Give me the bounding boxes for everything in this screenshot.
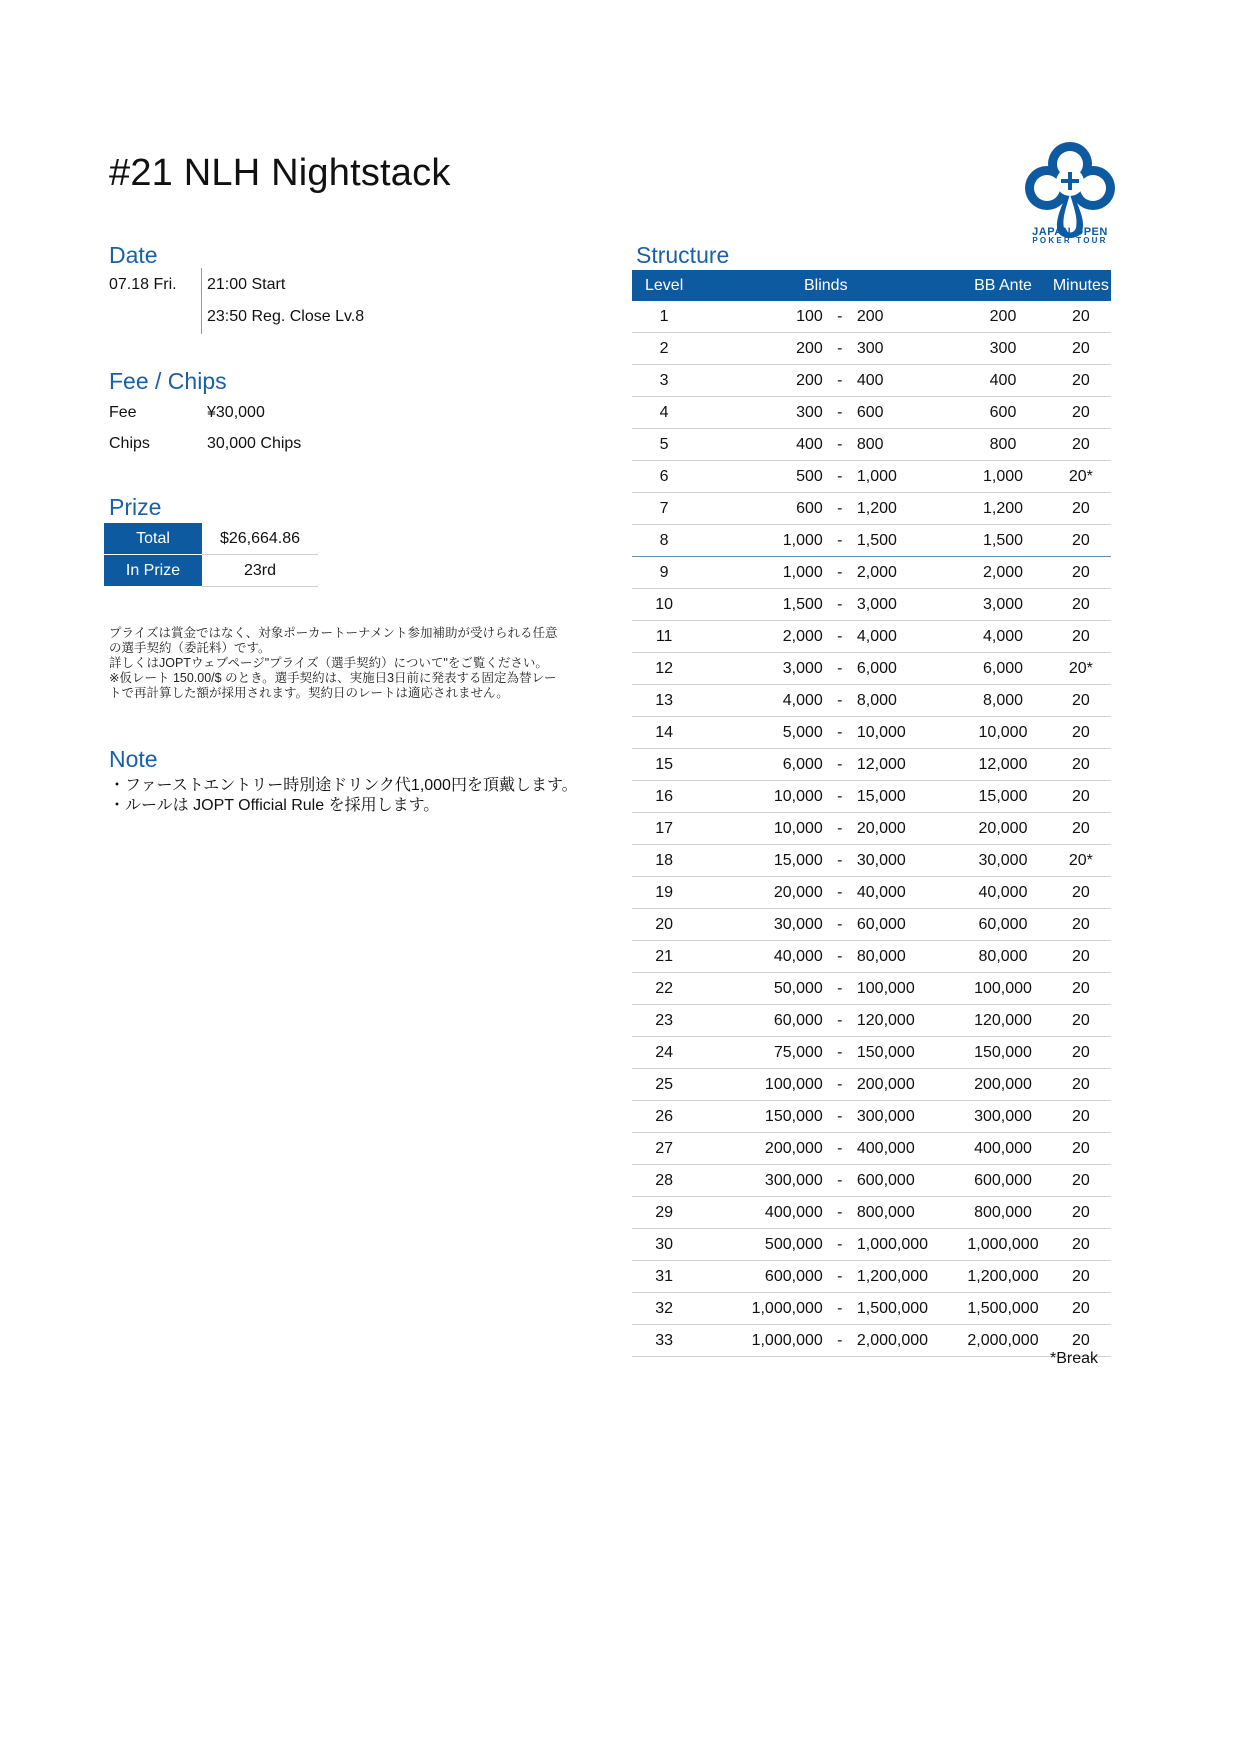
big-blind-cell: 12,000	[855, 749, 955, 781]
prize-note-line: ※仮レート 150.00/$ のとき。選手契約は、実施日3日前に発表する固定為替レー	[109, 671, 557, 685]
big-blind-cell: 600	[855, 397, 955, 429]
big-blind-cell: 80,000	[855, 941, 955, 973]
inprize-value: 23rd	[202, 555, 318, 587]
small-blind-cell: 1,500	[696, 589, 825, 621]
big-blind-cell: 6,000	[855, 653, 955, 685]
structure-row	[632, 941, 1111, 973]
small-blind-cell: 600,000	[696, 1261, 825, 1293]
small-blind-cell: 5,000	[696, 717, 825, 749]
logo-text-line2: POKER TOUR	[1032, 236, 1108, 245]
minutes-cell: 20	[1051, 813, 1111, 845]
note-list	[109, 776, 578, 816]
minutes-cell: 20	[1051, 1197, 1111, 1229]
structure-row	[632, 909, 1111, 941]
small-blind-cell: 75,000	[696, 1037, 825, 1069]
prize-heading: Prize	[109, 494, 162, 520]
small-blind-cell: 1,000	[696, 525, 825, 557]
small-blind-cell: 60,000	[696, 1005, 825, 1037]
level-cell: 30	[632, 1229, 696, 1261]
minutes-cell: 20	[1051, 941, 1111, 973]
level-cell: 21	[632, 941, 696, 973]
structure-row	[632, 589, 1111, 621]
blind-separator: -	[825, 941, 855, 973]
small-blind-cell: 1,000	[696, 557, 825, 589]
structure-row	[632, 429, 1111, 461]
bb-ante-cell: 2,000	[955, 557, 1050, 589]
minutes-cell: 20	[1051, 589, 1111, 621]
structure-row	[632, 1261, 1111, 1293]
structure-header-row	[632, 270, 1111, 301]
big-blind-cell: 1,200,000	[855, 1261, 955, 1293]
bb-ante-cell: 600	[955, 397, 1050, 429]
reg-close-time: 23:50 Reg. Close Lv.8	[207, 308, 365, 325]
structure-row	[632, 557, 1111, 589]
bb-ante-cell: 12,000	[955, 749, 1050, 781]
big-blind-cell: 4,000	[855, 621, 955, 653]
minutes-cell: 20	[1051, 1325, 1111, 1357]
level-cell: 3	[632, 365, 696, 397]
small-blind-cell: 6,000	[696, 749, 825, 781]
structure-row	[632, 1293, 1111, 1325]
bb-ante-cell: 300,000	[955, 1101, 1050, 1133]
level-cell: 17	[632, 813, 696, 845]
big-blind-cell: 200,000	[855, 1069, 955, 1101]
structure-row	[632, 1197, 1111, 1229]
big-blind-cell: 40,000	[855, 877, 955, 909]
prize-note-line: の選手契約（委託料）です。	[109, 641, 271, 655]
blind-separator: -	[825, 1293, 855, 1325]
minutes-cell: 20	[1051, 973, 1111, 1005]
bb-ante-cell: 2,000,000	[955, 1325, 1050, 1357]
structure-row	[632, 813, 1111, 845]
blind-separator: -	[825, 1037, 855, 1069]
small-blind-cell: 400,000	[696, 1197, 825, 1229]
big-blind-cell: 800,000	[855, 1197, 955, 1229]
blind-separator: -	[825, 493, 855, 525]
big-blind-cell: 2,000,000	[855, 1325, 955, 1357]
big-blind-cell: 300	[855, 333, 955, 365]
structure-row	[632, 1229, 1111, 1261]
blind-separator: -	[825, 621, 855, 653]
level-cell: 8	[632, 525, 696, 557]
blind-separator: -	[825, 1261, 855, 1293]
level-cell: 4	[632, 397, 696, 429]
structure-row	[632, 621, 1111, 653]
start-time: 21:00 Start	[207, 276, 286, 293]
structure-row	[632, 973, 1111, 1005]
blind-separator: -	[825, 845, 855, 877]
blind-separator: -	[825, 301, 855, 333]
minutes-cell: 20	[1051, 301, 1111, 333]
structure-row	[632, 1037, 1111, 1069]
level-cell: 18	[632, 845, 696, 877]
level-cell: 12	[632, 653, 696, 685]
blind-separator: -	[825, 365, 855, 397]
prize-note-line: プライズは賞金ではなく、対象ポーカートーナメント参加補助が受けられる任意	[109, 626, 558, 640]
small-blind-cell: 3,000	[696, 653, 825, 685]
minutes-cell: 20	[1051, 1133, 1111, 1165]
minutes-cell: 20	[1051, 557, 1111, 589]
structure-row	[632, 397, 1111, 429]
big-blind-cell: 1,500	[855, 525, 955, 557]
structure-row	[632, 1325, 1111, 1357]
blind-separator: -	[825, 813, 855, 845]
blind-separator: -	[825, 685, 855, 717]
minutes-cell: 20*	[1051, 845, 1111, 877]
blind-separator: -	[825, 557, 855, 589]
structure-row	[632, 1101, 1111, 1133]
minutes-cell: 20	[1051, 365, 1111, 397]
minutes-cell: 20	[1051, 749, 1111, 781]
date-day: 07.18 Fri.	[109, 276, 177, 293]
structure-row	[632, 333, 1111, 365]
big-blind-cell: 1,500,000	[855, 1293, 955, 1325]
level-cell: 9	[632, 557, 696, 589]
note-heading: Note	[109, 746, 158, 772]
prize-table	[104, 523, 318, 587]
minutes-cell: 20	[1051, 621, 1111, 653]
minutes-cell: 20	[1051, 1069, 1111, 1101]
small-blind-cell: 100	[696, 301, 825, 333]
small-blind-cell: 15,000	[696, 845, 825, 877]
blind-separator: -	[825, 461, 855, 493]
structure-row	[632, 717, 1111, 749]
big-blind-cell: 15,000	[855, 781, 955, 813]
structure-row	[632, 493, 1111, 525]
minutes-cell: 20	[1051, 1165, 1111, 1197]
level-cell: 1	[632, 301, 696, 333]
structure-row	[632, 301, 1111, 333]
inprize-label: In Prize	[104, 555, 202, 587]
bb-ante-cell: 6,000	[955, 653, 1050, 685]
minutes-cell: 20	[1051, 877, 1111, 909]
level-cell: 14	[632, 717, 696, 749]
structure-row	[632, 1165, 1111, 1197]
blinds-header: Blinds	[696, 270, 955, 301]
level-cell: 26	[632, 1101, 696, 1133]
bb-ante-cell: 3,000	[955, 589, 1050, 621]
level-cell: 13	[632, 685, 696, 717]
level-cell: 32	[632, 1293, 696, 1325]
bb-ante-cell: 1,500	[955, 525, 1050, 557]
date-divider	[201, 268, 202, 334]
small-blind-cell: 10,000	[696, 813, 825, 845]
level-cell: 11	[632, 621, 696, 653]
minutes-cell: 20	[1051, 493, 1111, 525]
blind-separator: -	[825, 333, 855, 365]
bb-ante-cell: 400	[955, 365, 1050, 397]
blind-separator: -	[825, 1325, 855, 1357]
structure-row	[632, 781, 1111, 813]
note-line: ・ファーストエントリー時別途ドリンク代1,000円を頂戴します。	[109, 777, 578, 794]
prize-note-line: 詳しくはJOPTウェブページ"プライズ（選手契約）について"をご覧ください。	[109, 656, 548, 670]
big-blind-cell: 400,000	[855, 1133, 955, 1165]
minutes-cell: 20	[1051, 781, 1111, 813]
minutes-cell: 20*	[1051, 461, 1111, 493]
small-blind-cell: 100,000	[696, 1069, 825, 1101]
blind-separator: -	[825, 1069, 855, 1101]
small-blind-cell: 600	[696, 493, 825, 525]
structure-row	[632, 877, 1111, 909]
blind-separator: -	[825, 1197, 855, 1229]
big-blind-cell: 60,000	[855, 909, 955, 941]
minutes-cell: 20	[1051, 1293, 1111, 1325]
big-blind-cell: 20,000	[855, 813, 955, 845]
level-cell: 6	[632, 461, 696, 493]
small-blind-cell: 150,000	[696, 1101, 825, 1133]
structure-row	[632, 653, 1111, 685]
structure-row	[632, 461, 1111, 493]
prize-note	[109, 626, 579, 701]
level-cell: 23	[632, 1005, 696, 1037]
small-blind-cell: 1,000,000	[696, 1293, 825, 1325]
big-blind-cell: 400	[855, 365, 955, 397]
bb-ante-cell: 200,000	[955, 1069, 1050, 1101]
minutes-cell: 20	[1051, 685, 1111, 717]
blind-separator: -	[825, 717, 855, 749]
level-cell: 29	[632, 1197, 696, 1229]
big-blind-cell: 30,000	[855, 845, 955, 877]
prize-total-row	[104, 523, 318, 555]
level-header: Level	[632, 270, 696, 301]
level-cell: 27	[632, 1133, 696, 1165]
small-blind-cell: 400	[696, 429, 825, 461]
minutes-cell: 20	[1051, 1101, 1111, 1133]
level-cell: 10	[632, 589, 696, 621]
chips-label: Chips	[109, 435, 150, 452]
prize-note-line: トで再計算した額が採用されます。契約日のレートは適応されません。	[109, 686, 509, 700]
big-blind-cell: 300,000	[855, 1101, 955, 1133]
total-value: $26,664.86	[202, 523, 318, 555]
level-cell: 5	[632, 429, 696, 461]
small-blind-cell: 20,000	[696, 877, 825, 909]
minutes-header: Minutes	[1051, 270, 1111, 301]
bb-ante-cell: 800	[955, 429, 1050, 461]
small-blind-cell: 50,000	[696, 973, 825, 1005]
blind-separator: -	[825, 1133, 855, 1165]
blind-separator: -	[825, 1165, 855, 1197]
small-blind-cell: 200	[696, 333, 825, 365]
blind-separator: -	[825, 973, 855, 1005]
blind-separator: -	[825, 1101, 855, 1133]
big-blind-cell: 800	[855, 429, 955, 461]
structure-row	[632, 749, 1111, 781]
big-blind-cell: 150,000	[855, 1037, 955, 1069]
small-blind-cell: 200,000	[696, 1133, 825, 1165]
bb-ante-cell: 10,000	[955, 717, 1050, 749]
big-blind-cell: 3,000	[855, 589, 955, 621]
level-cell: 31	[632, 1261, 696, 1293]
level-cell: 33	[632, 1325, 696, 1357]
big-blind-cell: 10,000	[855, 717, 955, 749]
level-cell: 19	[632, 877, 696, 909]
structure-row	[632, 845, 1111, 877]
fee-chips-heading: Fee / Chips	[109, 368, 227, 394]
structure-row	[632, 1005, 1111, 1037]
small-blind-cell: 4,000	[696, 685, 825, 717]
bb-ante-cell: 15,000	[955, 781, 1050, 813]
structure-heading: Structure	[636, 242, 730, 268]
fee-value: ¥30,000	[207, 404, 265, 421]
structure-row	[632, 1133, 1111, 1165]
small-blind-cell: 200	[696, 365, 825, 397]
bb-ante-cell: 120,000	[955, 1005, 1050, 1037]
small-blind-cell: 10,000	[696, 781, 825, 813]
bb-ante-cell: 200	[955, 301, 1050, 333]
small-blind-cell: 500,000	[696, 1229, 825, 1261]
bb-ante-cell: 600,000	[955, 1165, 1050, 1197]
bb-ante-cell: 20,000	[955, 813, 1050, 845]
big-blind-cell: 1,200	[855, 493, 955, 525]
break-note: *Break	[1050, 1350, 1099, 1367]
minutes-cell: 20	[1051, 397, 1111, 429]
structure-table	[632, 270, 1111, 1357]
bb-ante-cell: 400,000	[955, 1133, 1050, 1165]
date-heading: Date	[109, 242, 158, 268]
bb-ante-cell: 40,000	[955, 877, 1050, 909]
blind-separator: -	[825, 525, 855, 557]
big-blind-cell: 200	[855, 301, 955, 333]
blind-separator: -	[825, 429, 855, 461]
bb-ante-cell: 4,000	[955, 621, 1050, 653]
blind-separator: -	[825, 397, 855, 429]
big-blind-cell: 2,000	[855, 557, 955, 589]
level-cell: 25	[632, 1069, 696, 1101]
small-blind-cell: 1,000,000	[696, 1325, 825, 1357]
level-cell: 22	[632, 973, 696, 1005]
level-cell: 20	[632, 909, 696, 941]
structure-row	[632, 365, 1111, 397]
minutes-cell: 20	[1051, 1261, 1111, 1293]
small-blind-cell: 300,000	[696, 1165, 825, 1197]
blind-separator: -	[825, 1005, 855, 1037]
blind-separator: -	[825, 589, 855, 621]
structure-row	[632, 525, 1111, 557]
fee-label: Fee	[109, 404, 137, 421]
bb-ante-cell: 1,200	[955, 493, 1050, 525]
page-title: #21 NLH Nightstack	[109, 152, 451, 194]
level-cell: 24	[632, 1037, 696, 1069]
minutes-cell: 20	[1051, 525, 1111, 557]
level-cell: 15	[632, 749, 696, 781]
bb-ante-cell: 300	[955, 333, 1050, 365]
small-blind-cell: 40,000	[696, 941, 825, 973]
prize-inprize-row	[104, 555, 318, 587]
bb-ante-cell: 1,500,000	[955, 1293, 1050, 1325]
minutes-cell: 20	[1051, 1229, 1111, 1261]
small-blind-cell: 300	[696, 397, 825, 429]
blind-separator: -	[825, 1229, 855, 1261]
big-blind-cell: 1,000,000	[855, 1229, 955, 1261]
level-cell: 28	[632, 1165, 696, 1197]
minutes-cell: 20	[1051, 1005, 1111, 1037]
chips-value: 30,000 Chips	[207, 435, 302, 452]
bb-ante-cell: 8,000	[955, 685, 1050, 717]
big-blind-cell: 1,000	[855, 461, 955, 493]
bb-ante-cell: 1,000	[955, 461, 1050, 493]
big-blind-cell: 100,000	[855, 973, 955, 1005]
structure-row	[632, 1069, 1111, 1101]
ante-header: BB Ante	[955, 270, 1050, 301]
structure-row	[632, 685, 1111, 717]
level-cell: 2	[632, 333, 696, 365]
bb-ante-cell: 100,000	[955, 973, 1050, 1005]
blind-separator: -	[825, 877, 855, 909]
bb-ante-cell: 1,200,000	[955, 1261, 1050, 1293]
big-blind-cell: 600,000	[855, 1165, 955, 1197]
big-blind-cell: 8,000	[855, 685, 955, 717]
note-line: ・ルールは JOPT Official Rule を採用します。	[109, 797, 440, 814]
minutes-cell: 20	[1051, 429, 1111, 461]
level-cell: 7	[632, 493, 696, 525]
small-blind-cell: 30,000	[696, 909, 825, 941]
blind-separator: -	[825, 781, 855, 813]
blind-separator: -	[825, 653, 855, 685]
small-blind-cell: 500	[696, 461, 825, 493]
logo-text-line1: JAPAN OPEN	[1032, 226, 1108, 238]
bb-ante-cell: 60,000	[955, 909, 1050, 941]
minutes-cell: 20	[1051, 909, 1111, 941]
minutes-cell: 20*	[1051, 653, 1111, 685]
blind-separator: -	[825, 909, 855, 941]
small-blind-cell: 2,000	[696, 621, 825, 653]
bb-ante-cell: 1,000,000	[955, 1229, 1050, 1261]
minutes-cell: 20	[1051, 717, 1111, 749]
blind-separator: -	[825, 749, 855, 781]
bb-ante-cell: 30,000	[955, 845, 1050, 877]
bb-ante-cell: 150,000	[955, 1037, 1050, 1069]
minutes-cell: 20	[1051, 333, 1111, 365]
total-label: Total	[104, 523, 202, 555]
big-blind-cell: 120,000	[855, 1005, 955, 1037]
bb-ante-cell: 800,000	[955, 1197, 1050, 1229]
minutes-cell: 20	[1051, 1037, 1111, 1069]
level-cell: 16	[632, 781, 696, 813]
bb-ante-cell: 80,000	[955, 941, 1050, 973]
